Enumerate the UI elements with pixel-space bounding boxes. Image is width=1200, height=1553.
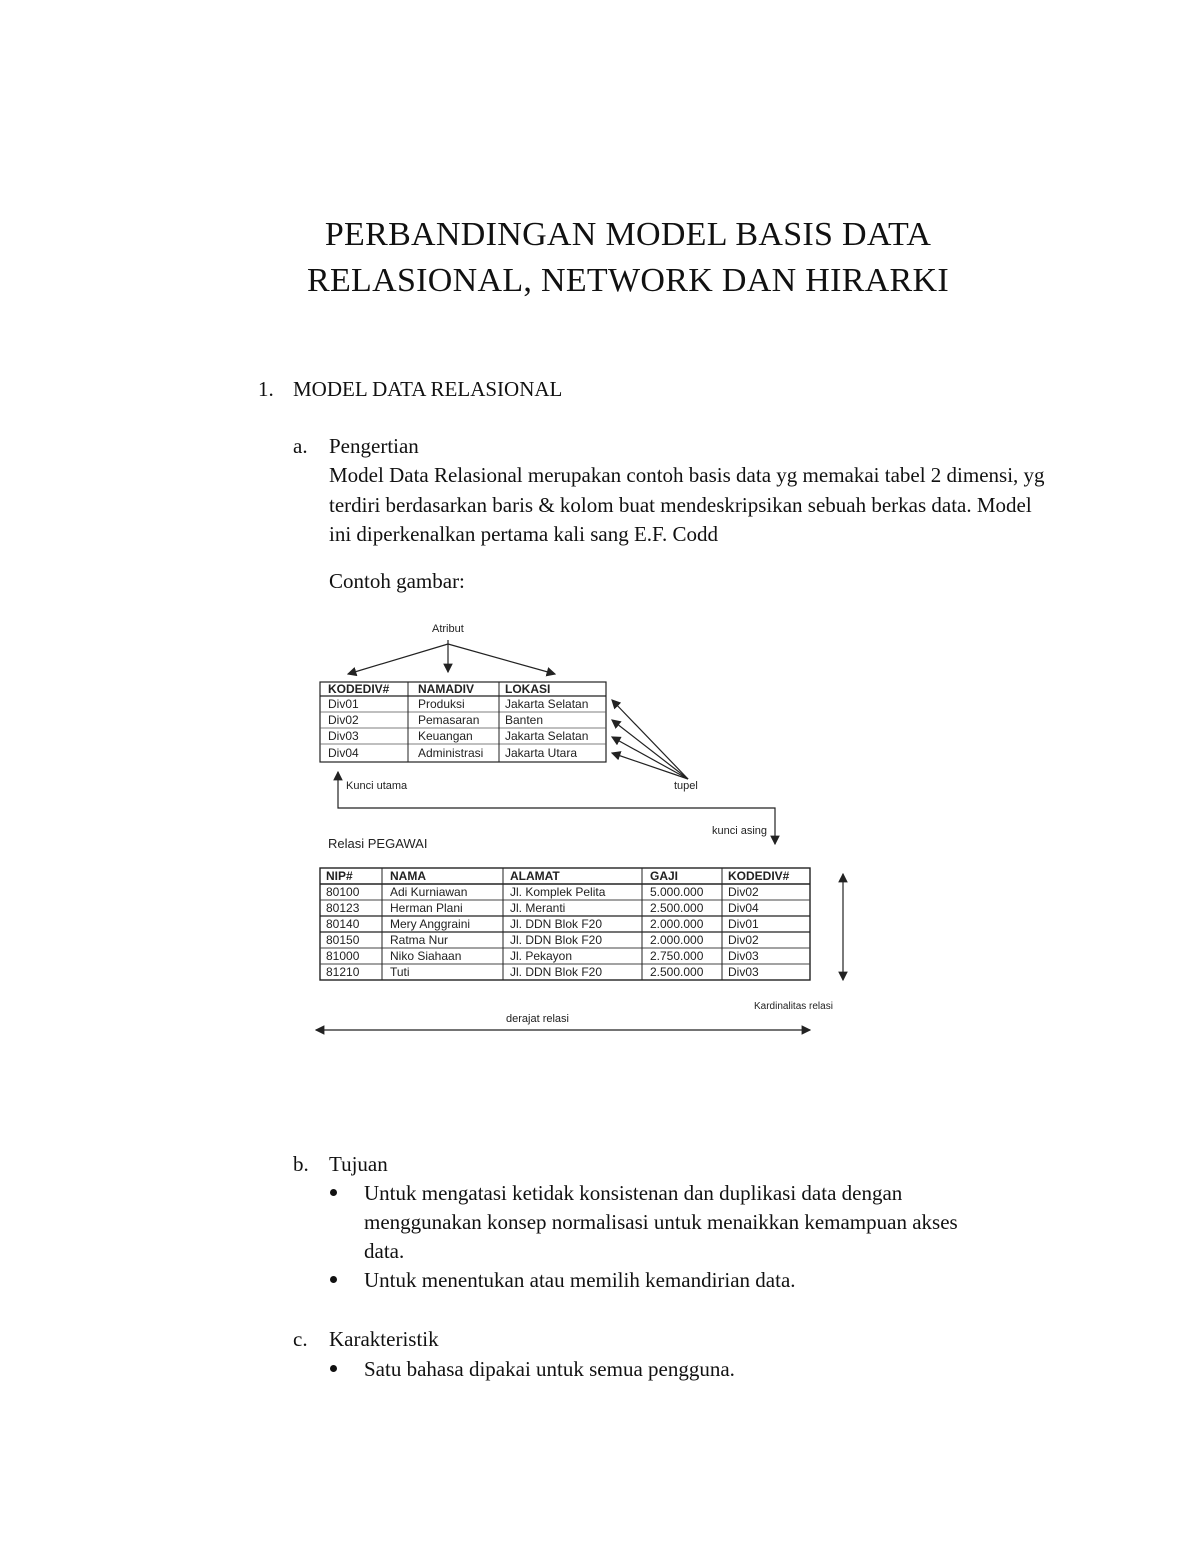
- pegawai-cell: Jl. Meranti: [510, 901, 566, 915]
- divisi-cell: Keuangan: [418, 729, 473, 743]
- pegawai-cell: 2.000.000: [650, 933, 704, 947]
- pegawai-cell: 2.000.000: [650, 917, 704, 931]
- pegawai-cell: Adi Kurniawan: [390, 885, 468, 899]
- pegawai-cell: Div02: [728, 885, 759, 899]
- sub-a-heading: Pengertian: [329, 434, 419, 458]
- bullet-icon: [330, 1276, 337, 1283]
- pegawai-cell: Jl. Pekayon: [510, 949, 573, 963]
- pegawai-cell: Jl. Komplek Pelita: [510, 885, 606, 899]
- pegawai-cell: 2.500.000: [650, 901, 704, 915]
- divisi-cell: Banten: [505, 713, 544, 727]
- sub-c-heading: Karakteristik: [329, 1327, 439, 1351]
- sub-c-letter: c.: [293, 1327, 308, 1351]
- bullet-icon: [330, 1365, 337, 1372]
- divisi-cell: Jakarta Selatan: [505, 729, 589, 743]
- pegawai-cell: Tuti: [390, 965, 410, 979]
- divisi-cell: Jakarta Utara: [505, 746, 578, 760]
- divisi-cell: Pemasaran: [418, 713, 480, 727]
- kunci-asing-label: kunci asing: [712, 825, 768, 837]
- pegawai-cell: Div01: [728, 917, 759, 931]
- pegawai-cell: Div03: [728, 965, 759, 979]
- pegawai-header-alamat: ALAMAT: [510, 869, 560, 883]
- bullet-icon: [330, 1189, 337, 1196]
- divisi-cell: Div01: [328, 697, 359, 711]
- divisi-cell: Administrasi: [418, 746, 484, 760]
- pegawai-cell: 81210: [326, 965, 360, 979]
- relasi-label: Relasi PEGAWAI: [328, 836, 428, 851]
- pegawai-cell: Jl. DDN Blok F20: [510, 965, 603, 979]
- pegawai-cell: Niko Siahaan: [390, 949, 462, 963]
- sub-a-paragraph: Model Data Relasional merupakan contoh basis data yg memakai tabel 2 dimensi, yg terdiri berdasarkan baris & kolom buat mendeskripsikan sebuah berkas data. Model ini diperkenalkan pertama kali sang E.F. Codd: [329, 463, 1045, 546]
- pegawai-cell: Herman Plani: [390, 901, 463, 915]
- sub-b-bullet-2: Untuk menentukan atau memilih kemandirian data.: [364, 1268, 796, 1292]
- pegawai-cell: Mery Anggraini: [390, 917, 471, 931]
- divisi-table: [320, 682, 606, 762]
- derajat-label: derajat relasi: [506, 1013, 569, 1025]
- example-label: Contoh gambar:: [329, 569, 465, 593]
- pegawai-cell: 80140: [326, 917, 360, 931]
- pegawai-cell: Div02: [728, 933, 759, 947]
- pegawai-header-gaji: GAJI: [650, 869, 679, 883]
- pegawai-cell: 5.000.000: [650, 885, 704, 899]
- pegawai-cell: 81000: [326, 949, 360, 963]
- section-number: 1.: [258, 377, 274, 401]
- divisi-header-lokasi: LOKASI: [505, 682, 551, 696]
- pegawai-header-nip: NIP#: [326, 869, 353, 883]
- atribut-arrow-right: [448, 644, 555, 674]
- pegawai-cell: Div04: [728, 901, 759, 915]
- divisi-cell: Div02: [328, 713, 359, 727]
- pegawai-cell: Jl. DDN Blok F20: [510, 933, 603, 947]
- sub-c-bullet-1: Satu bahasa dipakai untuk semua pengguna.: [364, 1357, 735, 1381]
- atribut-arrow-left: [348, 644, 448, 674]
- pegawai-cell: 2.500.000: [650, 965, 704, 979]
- pegawai-cell: 80100: [326, 885, 360, 899]
- divisi-cell: Produksi: [418, 697, 465, 711]
- divisi-cell: Div04: [328, 746, 359, 760]
- sub-a-letter: a.: [293, 434, 308, 458]
- pegawai-header-nama: NAMA: [390, 869, 426, 883]
- tupel-arrows: [612, 700, 688, 779]
- pegawai-cell: 80150: [326, 933, 360, 947]
- sub-b-bullet-1-line-3: data.: [364, 1239, 405, 1263]
- divisi-cell: Div03: [328, 729, 359, 743]
- kunci-utama-label: Kunci utama: [346, 780, 408, 792]
- sub-b-bullet-1-line-1: Untuk mengatasi ketidak konsistenan dan duplikasi data dengan: [364, 1181, 903, 1205]
- sub-b-letter: b.: [293, 1152, 309, 1176]
- divisi-header-kodediv: KODEDIV#: [328, 682, 390, 696]
- pegawai-cell: Ratma Nur: [390, 933, 449, 947]
- sub-b-bullet-1-line-2: menggunakan konsep normalisasi untuk menaikkan kemampuan akses: [364, 1210, 958, 1234]
- title-line-1: PERBANDINGAN MODEL BASIS DATA: [324, 216, 932, 253]
- atribut-label: Atribut: [432, 623, 464, 635]
- divisi-header-namadiv: NAMADIV: [418, 682, 474, 696]
- tupel-label: tupel: [674, 780, 698, 792]
- title-line-2: RELASIONAL, NETWORK DAN HIRARKI: [306, 262, 950, 299]
- relational-diagram: [300, 612, 880, 1042]
- pegawai-header-kodediv: KODEDIV#: [728, 869, 790, 883]
- relational-model-figure: [300, 612, 880, 1042]
- pegawai-cell: 80123: [326, 901, 360, 915]
- section-heading: MODEL DATA RELASIONAL: [293, 377, 563, 401]
- pegawai-cell: Jl. DDN Blok F20: [510, 917, 603, 931]
- divisi-cell: Jakarta Selatan: [505, 697, 589, 711]
- pegawai-table: [320, 868, 810, 980]
- pegawai-cell: 2.750.000: [650, 949, 704, 963]
- kardinalitas-label: Kardinalitas relasi: [754, 1001, 833, 1012]
- sub-b-heading: Tujuan: [329, 1152, 388, 1176]
- pegawai-cell: Div03: [728, 949, 759, 963]
- page-title: [0, 212, 1200, 304]
